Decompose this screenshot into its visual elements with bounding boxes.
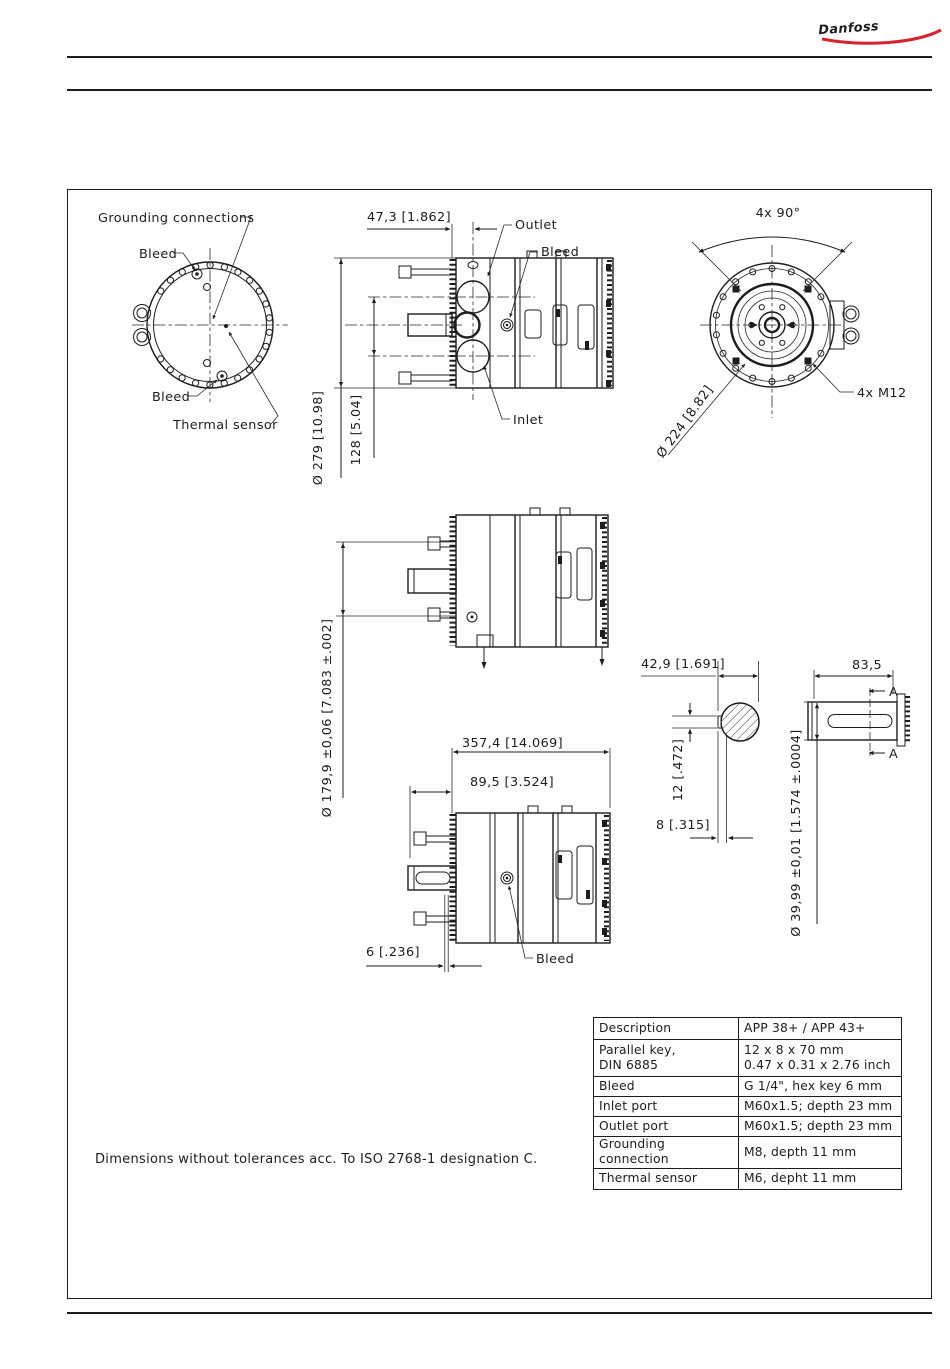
bolt-hole	[256, 288, 262, 294]
bolt-hole	[266, 329, 272, 335]
outlet-label: Outlet	[515, 218, 558, 233]
top-side-view	[311, 210, 613, 485]
front-view	[98, 211, 288, 433]
bolt-hole	[193, 380, 199, 386]
spec-label: Thermal sensor	[599, 1171, 698, 1186]
spec-value: APP 38+ / APP 43+	[744, 1020, 866, 1035]
dim-dia-224: Ø 224 [8.82]	[653, 382, 717, 462]
bolt-hole	[263, 301, 269, 307]
table-row	[594, 1018, 902, 1040]
spec-value: M8, depth 11 mm	[744, 1144, 857, 1159]
table-row	[594, 1137, 902, 1169]
thermal-leader	[229, 332, 278, 424]
spec-label: Outlet port	[599, 1118, 669, 1133]
shaft-side-view	[789, 658, 908, 937]
danfoss-logo-text: Danfoss	[817, 19, 880, 39]
bolt-hole	[167, 367, 173, 373]
spec-value: 12 x 8 x 70 mm	[744, 1042, 844, 1057]
grounding-connections-label: Grounding connections	[98, 211, 255, 226]
tolerance-footnote: Dimensions without tolerances acc. To ISO 2768-1 designation C.	[95, 1152, 538, 1167]
dim-dia-179-9: Ø 179,9 ±0,06 [7.083 ±.002]	[320, 618, 335, 818]
section-A-top: A	[889, 685, 899, 700]
thermal-sensor-label: Thermal sensor	[173, 418, 278, 433]
bolt-hole	[235, 375, 241, 381]
bleed-side-leader	[510, 252, 538, 317]
spec-value: M60x1.5; depth 23 mm	[744, 1118, 893, 1133]
dim-12: 12 [.472]	[671, 738, 686, 802]
bolt-hole	[256, 356, 262, 362]
spec-value: M6, depht 11 mm	[744, 1171, 857, 1186]
bolt-hole	[247, 277, 253, 283]
bolt-hole	[759, 305, 764, 310]
dim-128: 128 [5.04]	[349, 394, 364, 466]
bleed-top-label: Bleed	[139, 247, 178, 262]
dim-357-4: 357,4 [14.069]	[462, 736, 564, 751]
rear-view	[654, 206, 907, 461]
dim-47-3: 47,3 [1.862]	[367, 210, 451, 225]
spec-label-line2: DIN 6885	[599, 1058, 659, 1072]
spec-label: Grounding connection	[599, 1137, 669, 1167]
spec-value-line2: 0.47 x 0.31 x 2.76 inch	[744, 1058, 891, 1072]
table-row	[594, 1168, 902, 1189]
table-row	[594, 1117, 902, 1137]
outlet-leader	[488, 225, 512, 276]
spec-label: Description	[599, 1020, 672, 1035]
table-row	[594, 1077, 902, 1097]
dim-4xM12: 4x M12	[857, 386, 907, 401]
bottom-side-view	[366, 736, 610, 972]
bolt-hole	[179, 269, 185, 275]
spec-label: Inlet port	[599, 1098, 658, 1113]
dim-89-5: 89,5 [3.524]	[470, 775, 554, 790]
dim-dia-279: Ø 279 [10.98]	[311, 390, 326, 486]
bolt-hole	[158, 356, 164, 362]
key-cross-section	[641, 657, 759, 843]
dim-83-5: 83,5	[851, 658, 883, 673]
bolt-hole	[780, 340, 785, 345]
dim-42-9: 42,9 [1.691]	[641, 657, 725, 672]
front-thermal-sensor-dot	[224, 324, 228, 328]
table-row	[594, 1097, 902, 1117]
bolt-hole	[759, 340, 764, 345]
spec-value: G 1/4", hex key 6 mm	[744, 1078, 883, 1093]
bolt-hole	[179, 375, 185, 381]
bolt-hole	[158, 288, 164, 294]
keyway-slot	[416, 872, 450, 884]
bolt-hole	[266, 315, 272, 321]
m12-bolt	[805, 358, 812, 365]
spec-label: Bleed	[599, 1078, 635, 1093]
shaft	[408, 866, 456, 890]
dim-8: 8 [.315]	[656, 818, 710, 833]
m12-leader	[813, 364, 854, 392]
shaft-keyway-slot	[828, 715, 892, 728]
bolt-hole	[263, 343, 269, 349]
bleed-bottom-label: Bleed	[152, 390, 191, 405]
bottom-bleed-leader	[509, 886, 533, 958]
dim-4x90: 4x 90°	[755, 206, 801, 221]
dim-dia-39-99: Ø 39,99 ±0,01 [1.574 ±.0004]	[789, 729, 804, 937]
bolt-hole	[167, 277, 173, 283]
table-row	[594, 1040, 902, 1077]
bleed-side-label: Bleed	[541, 245, 580, 260]
section-A-bottom: A	[889, 747, 899, 762]
grounding-leader	[213, 217, 251, 319]
spec-label: Parallel key,	[599, 1042, 676, 1057]
inlet-leader	[484, 366, 510, 419]
m12-bolt	[733, 358, 740, 365]
bolt-hole	[780, 305, 785, 310]
spec-table	[593, 1017, 902, 1190]
mid-side-view	[320, 508, 608, 817]
bottom-bleed-label: Bleed	[536, 952, 575, 967]
inlet-label: Inlet	[513, 413, 544, 428]
bolt-hole	[221, 264, 227, 270]
bolt-hole	[235, 269, 241, 275]
dim-6: 6 [.236]	[366, 945, 420, 960]
spec-value: M60x1.5; depth 23 mm	[744, 1098, 893, 1113]
